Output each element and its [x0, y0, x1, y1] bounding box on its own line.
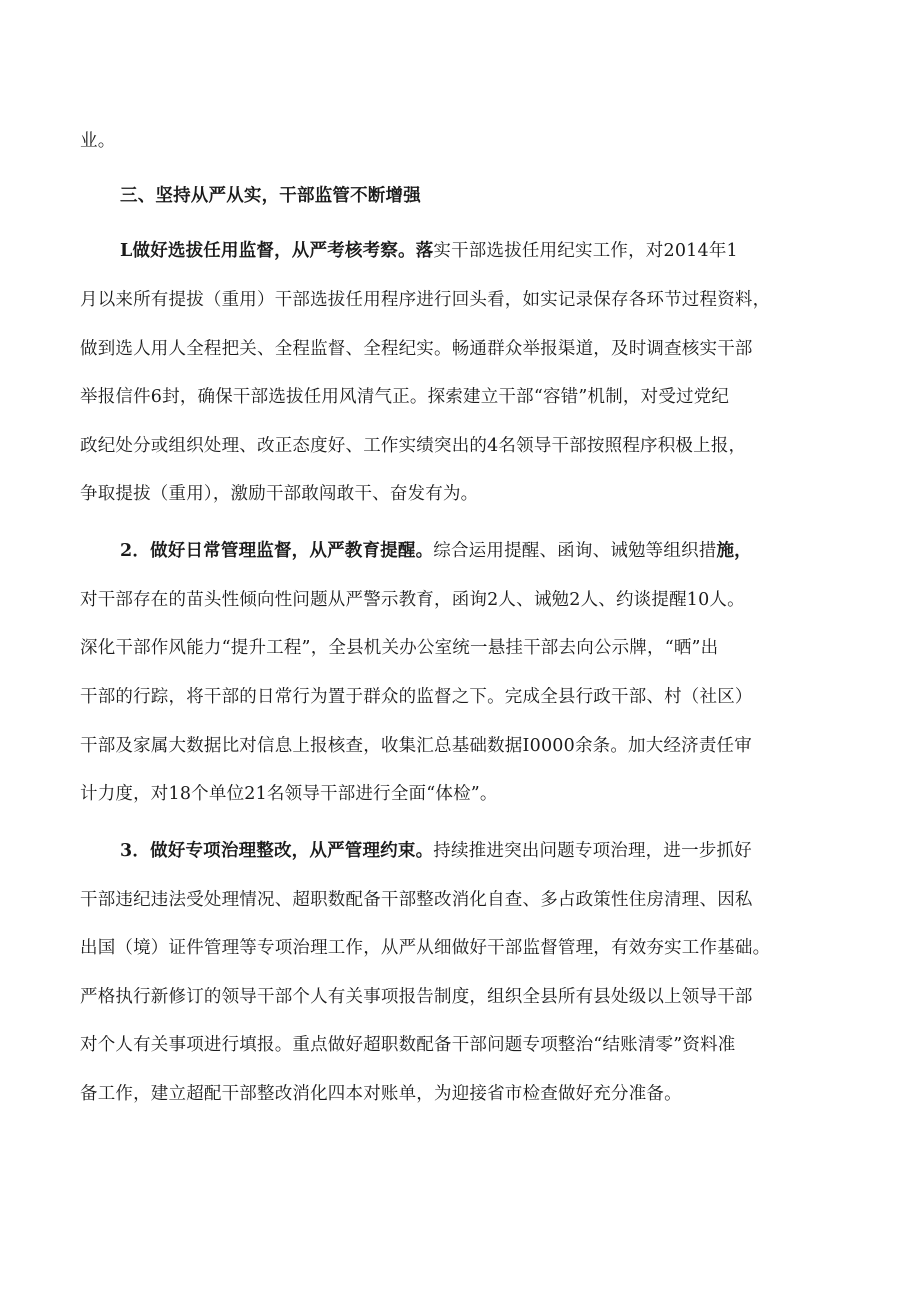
item3-line-3: 出国（境）证件管理等专项治理工作，从严从细做好干部监督管理，有效夯实工作基础。 [80, 938, 771, 958]
item2-line-6: 计力度，对18个单位21名领导干部进行全面“体检”。 [80, 784, 498, 804]
item1-line-6: 争取提拔（重用），激励干部敢闯敢干、奋发有为。 [80, 484, 479, 504]
item1-text-1: 实干部选拔任用纪实工作，对2014年1 [433, 241, 738, 261]
item3-line-4: 严格执行新修订的领导干部个人有关事项报告制度，组织全县所有县处级以上领导干部 [80, 987, 753, 1007]
item3-title: 3．做好专项治理整改，从严管理约束。 [120, 841, 434, 861]
item2-line-1 [120, 538, 860, 564]
item2-text-1: 综合运用提醒、函询、诫勉等组织措 [433, 541, 717, 561]
item2-text-1-bold: 施， [716, 541, 752, 561]
item1-line-3: 做到选人用人全程把关、全程监督、全程纪实。畅通群众举报渠道，及时调查核实干部 [80, 339, 753, 359]
item2-line-2: 对干部存在的苗头性倾向性问题从严警示教育，函询2人、诫勉2人、约谈提醒10人。 [80, 590, 745, 610]
item2-line-5: 干部及家属大数据比对信息上报核查，收集汇总基础数据I0000余条。加大经济责任审 [80, 736, 752, 756]
item2-line-4: 干部的行踪，将干部的日常行为置于群众的监督之下。完成全县行政干部、村（社区） [80, 687, 753, 707]
item1-line-4: 举报信件6封，确保干部选拔任用风清气正。探索建立干部“容错”机制，对受过党纪 [80, 387, 730, 407]
item2-line-3: 深化干部作风能力“提升工程”，全县机关办公室统一悬挂干部去向公示牌，“晒”出 [80, 638, 719, 658]
item3-text-1: 持续推进突出问题专项治理，进一步抓好 [433, 841, 752, 861]
item3-line-6: 备工作，建立超配干部整改消化四本对账单，为迎接省市检查做好充分准备。 [80, 1084, 682, 1104]
item1-line-2: 月以来所有提拔（重用）干部选拔任用程序进行回头看，如实记录保存各环节过程资料， [80, 290, 771, 310]
item3-line-1 [120, 838, 860, 864]
item3-line-2: 干部违纪违法受处理情况、超职数配备干部整改消化自查、多占政策性住房清理、因私 [80, 890, 753, 910]
item3-line-5: 对个人有关事项进行填报。重点做好超职数配备干部问题专项整治“结账清零”资料准 [80, 1035, 736, 1055]
previous-paragraph-tail: 业。 [80, 131, 116, 151]
item1-title: L做好选拔任用监督，从严考核考察。落 [120, 241, 434, 261]
item1-line-5: 政纪处分或组织处理、改正态度好、工作实绩突出的4名领导干部按照程序积极上报， [80, 436, 747, 456]
item1-line-1 [120, 238, 860, 264]
section-heading: 三、坚持从严从实，干部监管不断增强 [120, 186, 421, 206]
item2-title: 2．做好日常管理监督，从严教育提醒。 [120, 541, 434, 561]
